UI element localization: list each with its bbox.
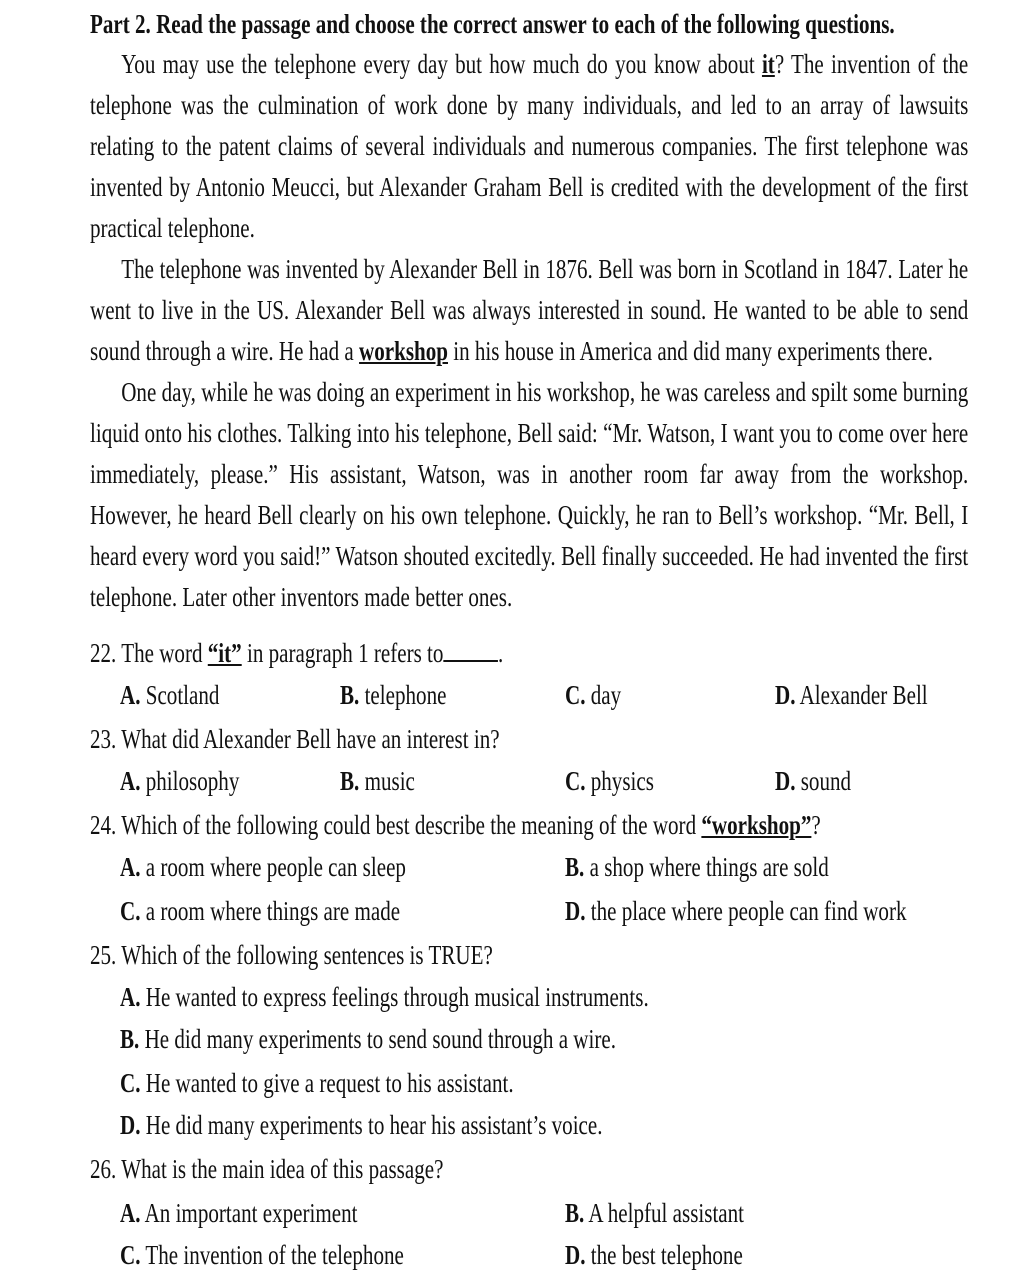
passage <box>90 44 968 618</box>
q24-option-c[interactable]: C. a room where things are made <box>120 896 401 926</box>
q23-option-a[interactable]: A. philosophy <box>120 766 240 796</box>
q26-option-d[interactable]: D. the best telephone <box>565 1240 743 1270</box>
q24-option-a[interactable]: A. a room where people can sleep <box>120 852 406 882</box>
answer-blank <box>443 640 498 662</box>
q23-option-b[interactable]: B. music <box>340 766 415 796</box>
question-22-stem: 22. The word “it” in paragraph 1 refers to . <box>90 638 504 668</box>
q25-option-b[interactable]: B. He did many experiments to send sound through a wire. <box>120 1024 617 1054</box>
word-it: it <box>761 49 775 79</box>
q25-option-d[interactable]: D. He did many experiments to hear his assistant’s voice. <box>120 1110 603 1140</box>
q24-option-b[interactable]: B. a shop where things are sold <box>565 852 829 882</box>
q26-option-a[interactable]: A. An important experiment <box>120 1198 358 1228</box>
question-24-stem: 24. Which of the following could best describe the meaning of the word “workshop”? <box>90 810 821 840</box>
exercise-heading: Part 2. Read the passage and choose the correct answer to each of the following questions. <box>90 9 895 39</box>
word-it-quoted: “it” <box>207 638 242 668</box>
paragraph-2: The telephone was invented by Alexander Bell in 1876. Bell was born in Scotland in 1847. Later he went to live in the US. Alexander Bell was always interested in sound. He wanted to be able to send sound through a wire. He had a workshop in his house in America and did many experiments there. <box>90 254 969 366</box>
q23-option-c[interactable]: C. physics <box>565 766 654 796</box>
q23-option-d[interactable]: D. sound <box>775 766 852 796</box>
question-23-stem: 23. What did Alexander Bell have an interest in? <box>90 724 500 754</box>
word-workshop-quoted: “workshop” <box>701 810 812 840</box>
q22-option-c[interactable]: C. day <box>565 680 622 710</box>
q26-option-b[interactable]: B. A helpful assistant <box>565 1198 745 1228</box>
question-26-stem: 26. What is the main idea of this passage? <box>90 1154 444 1184</box>
question-25-stem: 25. Which of the following sentences is TRUE? <box>90 940 493 970</box>
q22-option-a[interactable]: A. Scotland <box>120 680 220 710</box>
word-workshop: workshop <box>359 336 448 366</box>
q22-option-b[interactable]: B. telephone <box>340 680 447 710</box>
q24-option-d[interactable]: D. the place where people can find work <box>565 896 907 926</box>
q22-option-d[interactable]: D. Alexander Bell <box>775 680 928 710</box>
paragraph-3: One day, while he was doing an experiment in his workshop, he was careless and spilt some burning liquid onto his clothes. Talking into his telephone, Bell said: “Mr. Watson, I want you to come over here immediately, please.” His assistant, Watson, was in another room far away from the workshop. However, he heard Bell clearly on his own telephone. Quickly, he ran to Bell’s workshop. “Mr. Bell, I heard every word you said!” Watson shouted excitedly. Bell finally succeeded. He had invented the first telephone. Later other inventors made better ones. <box>90 377 969 612</box>
q25-option-c[interactable]: C. He wanted to give a request to his assistant. <box>120 1068 514 1098</box>
q26-option-c[interactable]: C. The invention of the telephone <box>120 1240 404 1270</box>
paragraph-1: You may use the telephone every day but how much do you know about it? The invention of the telephone was the culmination of work done by many individuals, and led to an array of lawsuits relating to the patent claims of several individuals and numerous companies. The first telephone was invented by Antonio Meucci, but Alexander Graham Bell is credited with the development of the first practical telephone. <box>90 49 969 243</box>
q25-option-a[interactable]: A. He wanted to express feelings through musical instruments. <box>120 982 649 1012</box>
